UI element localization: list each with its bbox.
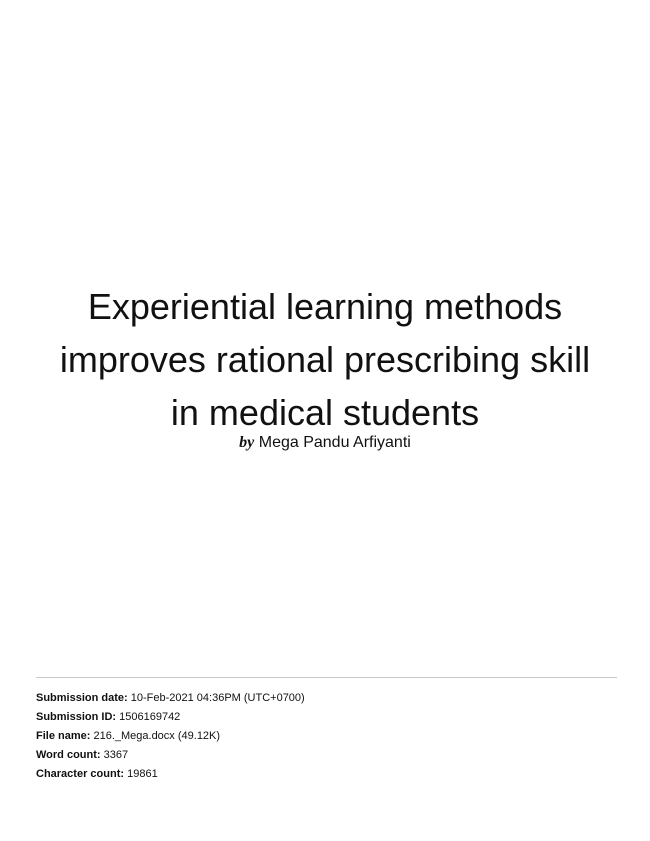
file-name-label: File name:	[36, 730, 91, 742]
byline-prefix: by	[239, 434, 255, 451]
word-count-row	[36, 746, 305, 765]
submission-date-value: 10-Feb-2021 04:36PM (UTC+0700)	[130, 692, 305, 704]
file-name-row	[36, 727, 305, 746]
submission-id-label: Submission ID:	[36, 711, 117, 723]
character-count-value: 19861	[127, 768, 158, 780]
file-name-value: 216._Mega.docx (49.12K)	[93, 730, 221, 742]
word-count-value: 3367	[103, 749, 129, 761]
submission-details	[36, 689, 305, 784]
title-line: in medical students	[170, 392, 480, 433]
submission-date-row	[36, 689, 305, 708]
submission-id-value: 1506169742	[119, 711, 181, 723]
submission-id-row	[36, 708, 305, 727]
title-line: improves rational prescribing skill	[59, 339, 591, 380]
author-name: Mega Pandu Arfiyanti	[258, 434, 411, 451]
divider	[36, 677, 617, 678]
document-title	[0, 280, 650, 439]
character-count-row	[36, 765, 305, 784]
byline	[0, 432, 650, 454]
word-count-label: Word count:	[36, 749, 101, 761]
submission-date-label: Submission date:	[36, 692, 128, 704]
title-line: Experiential learning methods	[87, 286, 563, 327]
character-count-label: Character count:	[36, 768, 125, 780]
